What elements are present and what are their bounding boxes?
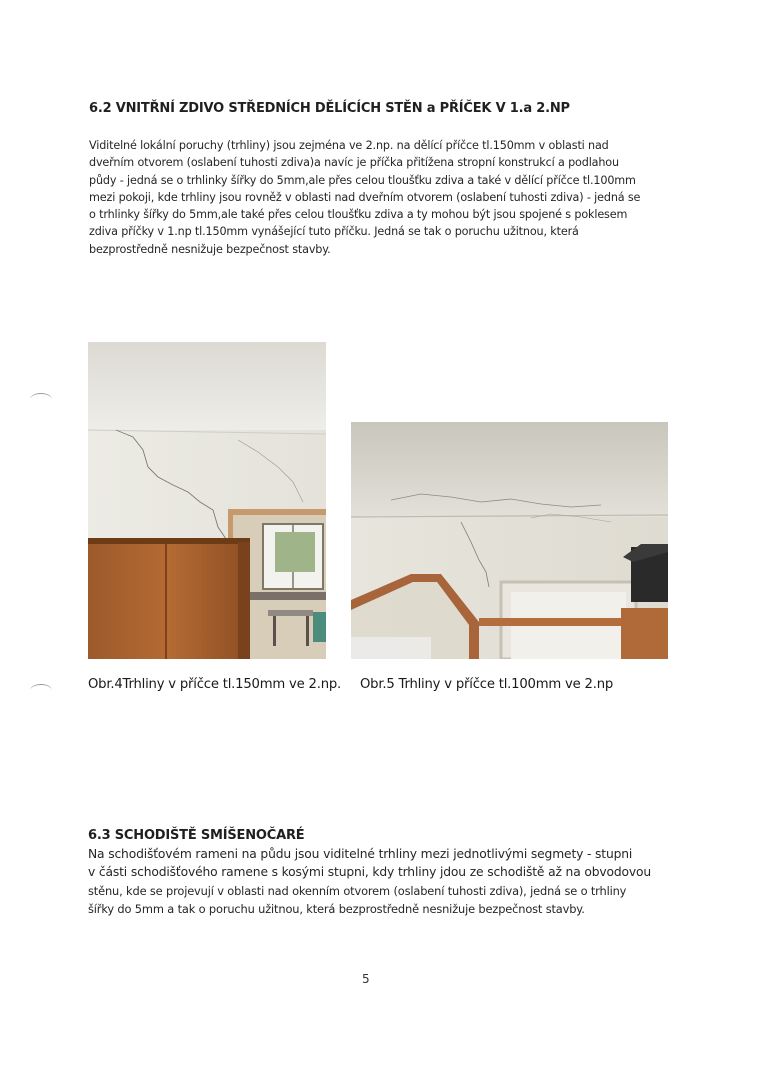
paragraph-line: půdy - jedná se o trhlinky šířky do 5mm,ale přes celou tloušťku zdiva a také v dělící příčce tl.100mm bbox=[89, 173, 636, 187]
section-6-2-heading: 6.2 VNITŘNÍ ZDIVO STŘEDNÍCH DĚLÍCÍCH STĚN a PŘÍČEK V 1.a 2.NP bbox=[89, 101, 570, 116]
paragraph-line: Na schodišťovém rameni na půdu jsou viditelné trhliny mezi jednotlivými segmety - stupni bbox=[88, 847, 633, 861]
photo-fig4-wall-cracks bbox=[88, 342, 326, 659]
section-6-3-heading: 6.3 SCHODIŠTĚ SMÍŠENOČARÉ bbox=[88, 828, 305, 843]
figure-5-caption: Obr.5 Trhliny v příčce tl.100mm ve 2.np bbox=[360, 677, 614, 692]
paragraph-line: dveřním otvorem (oslabení tuhosti zdiva)a navíc je příčka přitížena stropní konstrukcí a podlahou bbox=[89, 156, 619, 170]
photo-fig5-wall-cracks bbox=[351, 422, 668, 659]
paragraph-line: šířky do 5mm a tak o poruchu užitnou, která bezprostředně nesnižuje bezpečnost stavby. bbox=[88, 901, 585, 916]
paragraph-line: v části schodišťového ramene s kosými stupni, kdy trhliny jdou ze schodiště až na obvodovou bbox=[88, 865, 652, 880]
paragraph-line: mezi pokoji, kde trhliny jsou rovněž v oblasti nad dveřním otvorem (oslabení tuhosti zdiva) - jedná se bbox=[89, 190, 641, 204]
section-6-3-paragraph bbox=[88, 845, 688, 918]
paragraph-line: zdiva příčky v 1.np tl.150mm vynášející tuto příčku. Jedná se tak o poruchu užitnou, která bbox=[89, 225, 579, 239]
section-6-2-paragraph bbox=[89, 137, 689, 258]
paragraph-line: o trhlinky šířky do 5mm,ale také přes celou tloušťku zdiva a ty mohou být jsou spojené s poklesem bbox=[89, 208, 628, 222]
figure-4-caption: Obr.4Trhliny v příčce tl.150mm ve 2.np. bbox=[88, 677, 342, 692]
paragraph-line: Viditelné lokální poruchy (trhliny) jsou zejména ve 2.np. na dělící příčce tl.150mm v oblasti nad bbox=[89, 139, 609, 152]
paragraph-line: bezprostředně nesnižuje bezpečnost stavby. bbox=[89, 242, 331, 256]
paragraph-line: stěnu, kde se projevují v oblasti nad okenním otvorem (oslabení tuhosti zdiva), jedná se o trhliny bbox=[88, 883, 627, 898]
punch-hole-mark bbox=[30, 684, 52, 697]
page-number: 5 bbox=[362, 972, 370, 986]
punch-hole-mark bbox=[30, 393, 52, 406]
